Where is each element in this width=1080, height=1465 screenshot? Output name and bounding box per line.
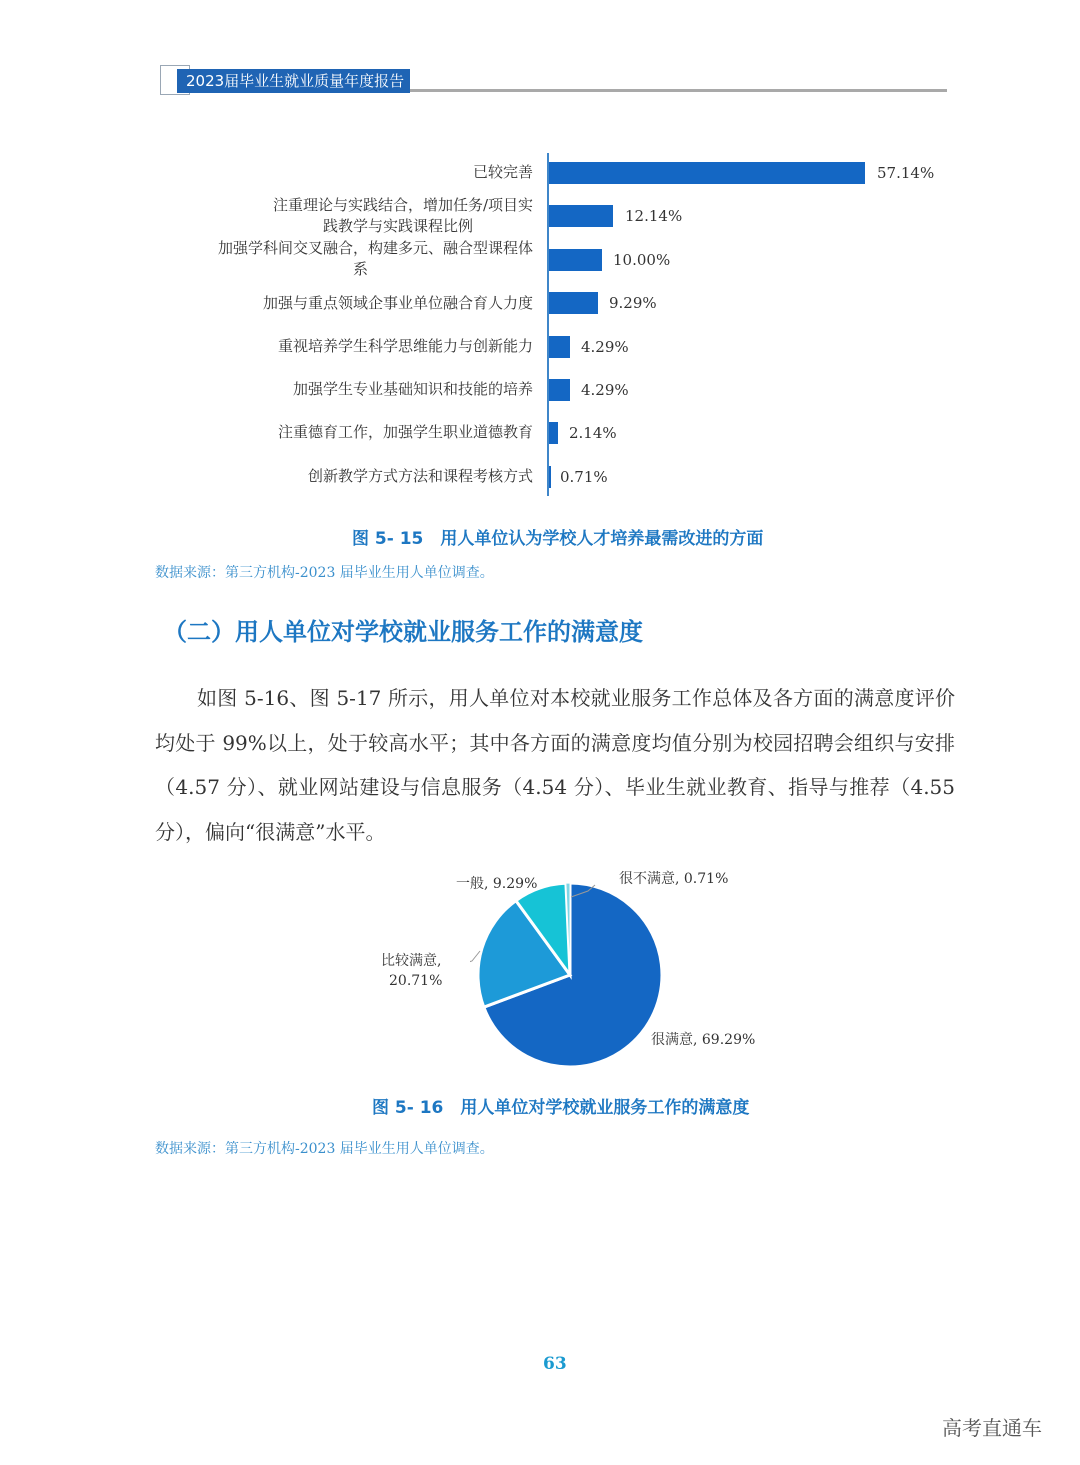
report-title: 2023届毕业生就业质量年度报告 <box>177 69 410 93</box>
bar-value-6: 2.14% <box>569 424 617 442</box>
section-heading: （二）用人单位对学校就业服务工作的满意度 <box>163 618 643 646</box>
watermark: 高考直通车 <box>942 1416 1042 1440</box>
bar-7 <box>549 466 551 488</box>
bar-6 <box>549 422 558 444</box>
page-number: 63 <box>543 1354 567 1374</box>
bar-value-3: 9.29% <box>609 294 657 312</box>
bar-label-0: 已较完善 <box>472 163 533 181</box>
bar-value-1: 12.14% <box>625 207 683 225</box>
pie-label-neutral: 一般, 9.29% <box>456 876 538 892</box>
pie-label-fairly-satisfied-2: 20.71% <box>389 973 443 989</box>
bar-label-1: 注重理论与实践结合，增加任务/项目实 践教学与实践课程比例 <box>272 196 533 235</box>
bar-label-5: 加强学生专业基础知识和技能的培养 <box>292 380 533 398</box>
pie-label-very-dissatisfied: 很不满意, 0.71% <box>619 871 729 887</box>
bar-label-2: 加强学科间交叉融合，构建多元、融合型课程体 系 <box>217 239 533 278</box>
pie-label-very-satisfied: 很满意, 69.29% <box>651 1032 756 1048</box>
bar-value-7: 0.71% <box>560 468 608 486</box>
bar-value-4: 4.29% <box>581 338 629 356</box>
pie-chart-graphic <box>470 875 670 1075</box>
bar-3 <box>549 292 598 314</box>
figure-caption-5-16: 图 5- 16 用人单位对学校就业服务工作的满意度 <box>372 1098 750 1118</box>
data-source-5-15: 数据来源：第三方机构-2023 届毕业生用人单位调查。 <box>155 565 494 581</box>
bar-label-6: 注重德育工作，加强学生职业道德教育 <box>277 423 533 441</box>
bar-4 <box>549 336 570 358</box>
figure-caption-5-15: 图 5- 15 用人单位认为学校人才培养最需改进的方面 <box>352 529 764 549</box>
header-rule <box>410 89 947 92</box>
bar-label-4: 重视培养学生科学思维能力与创新能力 <box>277 337 533 355</box>
bar-value-0: 57.14% <box>877 164 935 182</box>
bar-0 <box>549 162 865 184</box>
body-paragraph: 如图 5-16、图 5-17 所示，用人单位对本校就业服务工作总体及各方面的满意度评价均处于 99%以上，处于较高水平；其中各方面的满意度均值分别为校园招聘会组织与安排（4.57 分）、就业网站建设与信息服务（4.54 分）、毕业生就业教育、指导与推荐（4.55 分），偏向“很满意”水平。 <box>155 686 955 844</box>
bar-1 <box>549 205 613 227</box>
pie-label-fairly-satisfied-1: 比较满意, <box>381 953 442 969</box>
bar-value-5: 4.29% <box>581 381 629 399</box>
data-source-5-16: 数据来源：第三方机构-2023 届毕业生用人单位调查。 <box>155 1141 494 1157</box>
bar-2 <box>549 249 602 271</box>
bar-label-7: 创新教学方式方法和课程考核方式 <box>307 467 533 485</box>
bar-label-3: 加强与重点领域企事业单位融合育人力度 <box>262 294 533 312</box>
bar-5 <box>549 379 570 401</box>
bar-value-2: 10.00% <box>613 251 671 269</box>
